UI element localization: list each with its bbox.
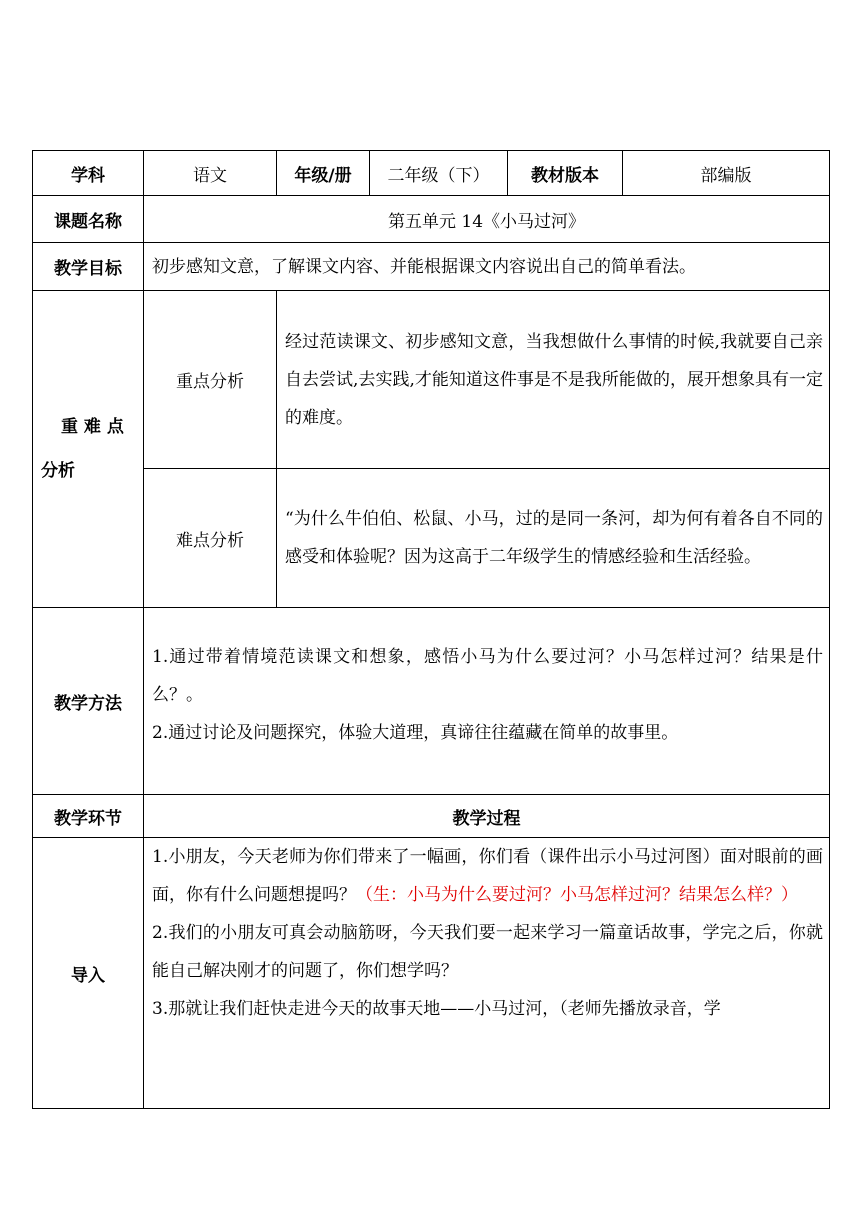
goal-row bbox=[33, 243, 830, 291]
difficult-analysis-label: 难点分析 bbox=[144, 469, 277, 608]
intro-text-clip bbox=[152, 838, 823, 1108]
edition-value: 部编版 bbox=[623, 151, 830, 196]
analysis-label-line2: 分析 bbox=[41, 461, 75, 481]
edition-label: 教材版本 bbox=[508, 151, 623, 196]
analysis-label bbox=[33, 291, 144, 608]
method-row bbox=[33, 608, 830, 795]
process-header-row bbox=[33, 795, 830, 838]
lesson-plan-table bbox=[32, 150, 830, 1109]
goal-value: 初步感知文意，了解课文内容、并能根据课文内容说出自己的简单看法。 bbox=[144, 243, 830, 291]
method-label: 教学方法 bbox=[33, 608, 144, 795]
analysis-label-line1: 重 难 点 bbox=[61, 417, 124, 437]
topic-value: 第五单元 14《小马过河》 bbox=[144, 196, 830, 243]
intro-paragraph-1-text: 1.小朋友，今天老师为你们带来了一幅画，你们看（课件出示小马过河图）面对眼前的画面，你有什么问题想提吗？ bbox=[152, 847, 823, 905]
method-item: 2.通过讨论及问题探究，体验大道理，真谛往往蕴藏在简单的故事里。 bbox=[152, 723, 679, 743]
intro-label: 导入 bbox=[33, 838, 144, 1109]
difficult-analysis-row bbox=[33, 469, 830, 608]
key-analysis-text: 经过范读课文、初步感知文意，当我想做什么事情的时候,我就要自己亲自去尝试,去实践,才能知道这件事是不是我所能做的，展开想象具有一定的难度。 bbox=[277, 291, 830, 469]
intro-student-answer: （生：小马为什么要过河？小马怎样过河？结果怎么样？） bbox=[356, 885, 798, 905]
intro-paragraph-1 bbox=[152, 838, 823, 914]
intro-content bbox=[144, 838, 830, 1109]
method-item: 1.通过带着情境范读课文和想象，感悟小马为什么要过河？小马怎样过河？结果是什么？。 bbox=[152, 647, 823, 705]
intro-paragraph-2: 2.我们的小朋友可真会动脑筋呀，今天我们要一起来学习一篇童话故事，学完之后，你就能自己解决刚才的问题了，你们想学吗？ bbox=[152, 923, 823, 981]
intro-row bbox=[33, 838, 830, 1109]
grade-label: 年级/册 bbox=[277, 151, 370, 196]
goal-label: 教学目标 bbox=[33, 243, 144, 291]
header-row bbox=[33, 151, 830, 196]
key-analysis-label: 重点分析 bbox=[144, 291, 277, 469]
subject-label: 学科 bbox=[33, 151, 144, 196]
topic-label: 课题名称 bbox=[33, 196, 144, 243]
key-analysis-row bbox=[33, 291, 830, 469]
method-content bbox=[144, 608, 830, 795]
process-stage-label: 教学环节 bbox=[33, 795, 144, 838]
difficult-analysis-text: “为什么牛伯伯、松鼠、小马，过的是同一条河，却为何有着各自不同的感受和体验呢？因为这高于二年级学生的情感经验和生活经验。 bbox=[277, 469, 830, 608]
topic-row bbox=[33, 196, 830, 243]
intro-paragraph-3: 3.那就让我们赶快走进今天的故事天地——小马过河，（老师先播放录音，学 bbox=[152, 999, 721, 1019]
process-title: 教学过程 bbox=[144, 795, 830, 838]
subject-value: 语文 bbox=[144, 151, 277, 196]
grade-value: 二年级（下） bbox=[370, 151, 508, 196]
